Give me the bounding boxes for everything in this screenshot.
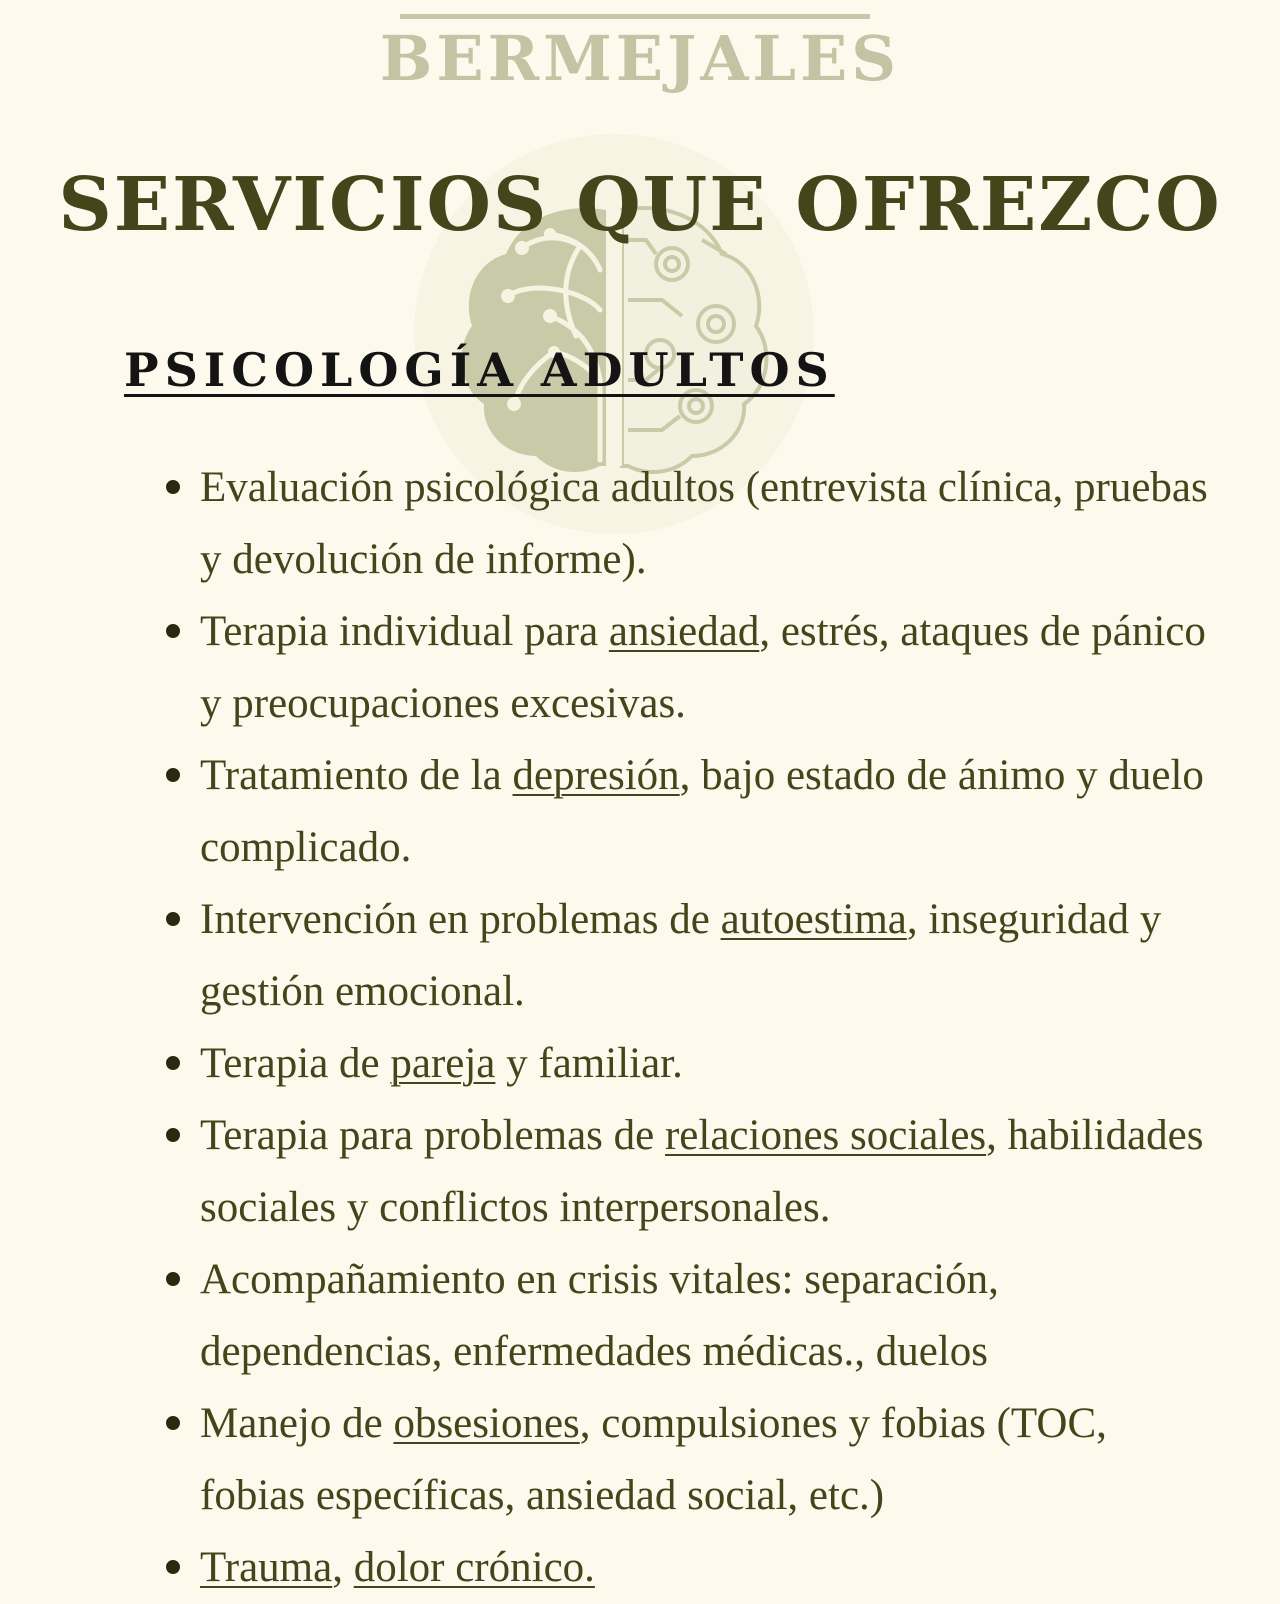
link-relaciones-sociales[interactable]: relaciones sociales <box>664 1112 987 1159</box>
list-item <box>160 1532 1210 1604</box>
list-item <box>160 596 1210 740</box>
item-text: , habilidades sociales y conflictos interpersonales. <box>200 1112 1204 1231</box>
item-text: , compulsiones y fobias (TOC, fobias específicas, ansiedad social, etc.) <box>200 1400 1107 1519</box>
link-autoestima[interactable]: autoestima <box>720 896 907 943</box>
item-text: , inseguridad y gestión emocional. <box>200 896 1162 1015</box>
list-item <box>160 1100 1210 1244</box>
item-text: Intervención en problemas de <box>200 896 721 943</box>
bullet-icon <box>166 1416 180 1430</box>
link-depresion[interactable]: depresión <box>512 752 680 799</box>
bullet-icon <box>166 1056 180 1070</box>
list-item <box>160 1244 1210 1388</box>
bullet-icon <box>166 1272 180 1286</box>
item-text: , <box>332 1544 354 1591</box>
link-obsesiones[interactable]: obsesiones <box>393 1400 580 1447</box>
list-item <box>160 1388 1210 1532</box>
list-item <box>160 1028 1210 1100</box>
bullet-icon <box>166 480 180 494</box>
link-dolor-cronico[interactable]: dolor crónico. <box>353 1544 595 1591</box>
bullet-icon <box>166 1128 180 1142</box>
section-heading: PSICOLOGÍA ADULTOS <box>124 343 835 397</box>
bullet-icon <box>166 624 180 638</box>
list-item <box>160 452 1210 596</box>
list-item <box>160 740 1210 884</box>
item-text: , bajo estado de ánimo y duelo complicado. <box>200 752 1204 871</box>
item-text: Manejo de <box>200 1400 394 1447</box>
item-text: Terapia de <box>200 1040 391 1087</box>
bullet-icon <box>166 912 180 926</box>
item-text: Terapia para problemas de <box>200 1112 665 1159</box>
link-trauma[interactable]: Trauma <box>200 1544 333 1591</box>
link-ansiedad[interactable]: ansiedad <box>608 608 760 655</box>
item-text: , estrés, ataques de pánico y preocupaciones excesivas. <box>200 608 1206 727</box>
service-list <box>160 452 1210 1604</box>
item-text: Evaluación psicológica adultos (entrevista clínica, pruebas y devolución de informe). <box>200 464 1208 583</box>
bullet-icon <box>166 1560 180 1574</box>
bullet-icon <box>166 768 180 782</box>
brand-name: BERMEJALES <box>379 22 901 95</box>
item-text: Tratamiento de la <box>200 752 513 799</box>
list-item <box>160 884 1210 1028</box>
item-text: Acompañamiento en crisis vitales: separación, dependencias, enfermedades médicas., duelos <box>200 1256 999 1375</box>
item-text: y familiar. <box>495 1040 683 1087</box>
header-rule <box>400 14 870 19</box>
item-text: Terapia individual para <box>200 608 609 655</box>
page-title: SERVICIOS QUE OFREZCO <box>58 162 1222 248</box>
link-pareja[interactable]: pareja <box>390 1040 496 1087</box>
